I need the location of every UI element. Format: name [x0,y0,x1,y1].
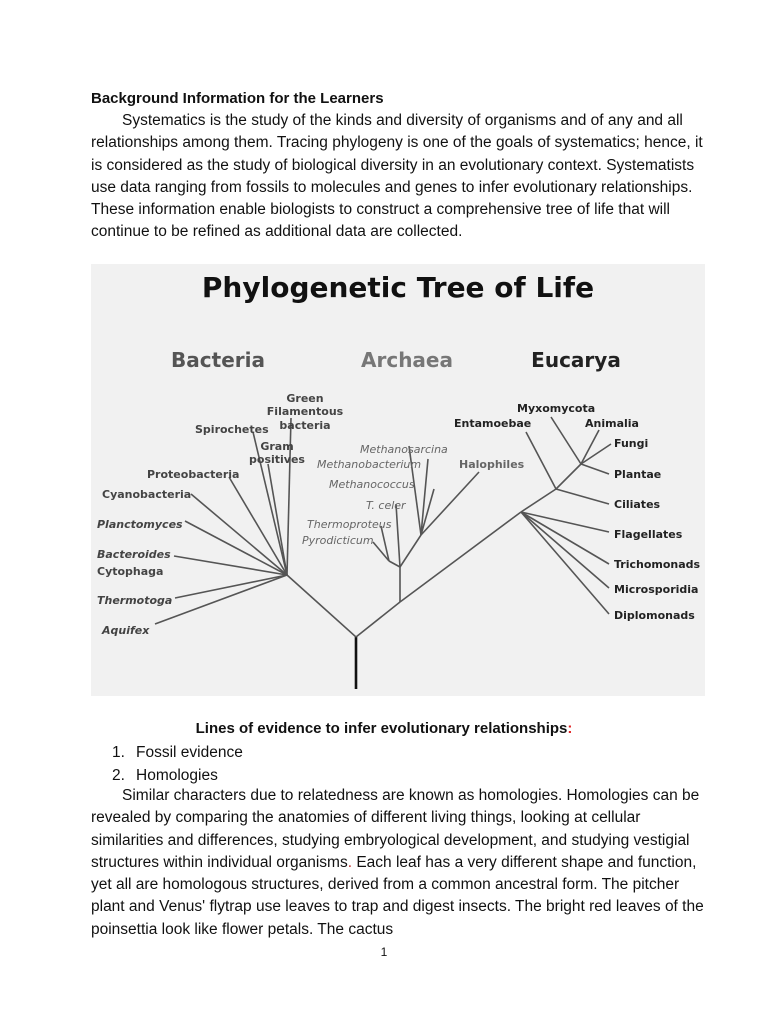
list-item-number: 1. [112,744,125,761]
label-spirochetes: Spirochetes [195,423,269,436]
figure-title: Phylogenetic Tree of Life [201,271,595,304]
label-trichomonads: Trichomonads [614,558,701,571]
label-proteobacteria: Proteobacteria [147,468,240,481]
label-plantae: Plantae [614,468,662,481]
list-item [112,764,243,787]
page-number: 1 [380,945,388,959]
evidence-heading-colon: : [567,720,573,737]
evidence-heading [0,720,768,737]
phylogenetic-tree-figure [91,264,705,696]
list-item-number: 2. [112,767,125,784]
label-pyrodicticum: Pyrodicticum [302,534,374,547]
homology-period: . [347,853,353,871]
label-green: Green [286,392,324,405]
label-halophiles: Halophiles [459,458,525,471]
list-item [112,741,243,764]
label-flagellates: Flagellates [614,528,683,541]
label-cyanobacteria: Cyanobacteria [102,488,192,501]
label-diplomonads: Diplomonads [614,609,695,622]
label-methanococcus: Methanococcus [329,478,415,491]
label-fungi: Fungi [614,437,649,450]
label-ciliates: Ciliates [614,498,661,511]
label-planctomyces: Planctomyces [97,518,183,531]
eucarya-labels [454,402,701,622]
label-methanobacterium: Methanobacterium [317,458,422,471]
label-filamentous: Filamentous [266,405,344,418]
label-green-bacteria: bacteria [279,419,331,432]
label-microsporidia: Microsporidia [614,583,699,596]
domain-archaea: Archaea [361,348,453,372]
list-item-text: Homologies [136,767,218,784]
homology-text-part1: Similar characters due to relatedness are known as homologies. Homologies can be revealed by comparing the anatomies of different living things, looking at cellular similarities and differences, studying embryological development, and studying vestigial structures within individual organisms [91,787,700,871]
label-entamoebae: Entamoebae [454,417,532,430]
domain-bacteria: Bacteria [171,348,265,372]
phylogenetic-tree-svg [91,264,705,696]
label-positives: positives [249,453,305,466]
label-bacteroides: Bacteroides [97,548,171,561]
background-heading: Background Information for the Learners [91,90,384,107]
label-animalia: Animalia [585,417,639,430]
label-methanosarcina: Methanosarcina [360,443,448,456]
label-thermoproteus: Thermoproteus [307,518,392,531]
domain-eucarya: Eucarya [531,348,621,372]
label-gram: Gram [260,440,294,453]
evidence-list [112,741,243,787]
intro-text: Systematics is the study of the kinds and diversity of organisms and of any and all relationships among them. Tracing phylogeny is one of the goals of systematics; hence, it is considered as the study of biological diversity in an evolutionary context. Systematists use data ranging from fossils to molecules and genes to infer evolutionary relationships. These information enable biologists to construct a comprehensive tree of life that will continue to be refined as additional data are collected. [91,112,703,241]
archaea-labels [302,443,525,547]
label-cytophaga: Cytophaga [97,565,164,578]
homology-text-part2: Each leaf has a very different shape and function, yet all are homologous structures, derived from a common ancestral form. The pitcher plant and Venus' flytrap use leaves to trap and digest insects. The bright red leaves of the poinsettia look like flower petals. The cactus [91,853,704,938]
label-aquifex: Aquifex [102,624,150,637]
label-myxomycota: Myxomycota [517,402,596,415]
list-item-text: Fossil evidence [136,744,243,761]
label-thermotoga: Thermotoga [97,594,173,607]
intro-paragraph [91,110,711,244]
label-t-celer: T. celer [366,499,406,512]
evidence-heading-text: Lines of evidence to infer evolutionary relationships [195,720,568,737]
homology-paragraph [91,785,711,941]
